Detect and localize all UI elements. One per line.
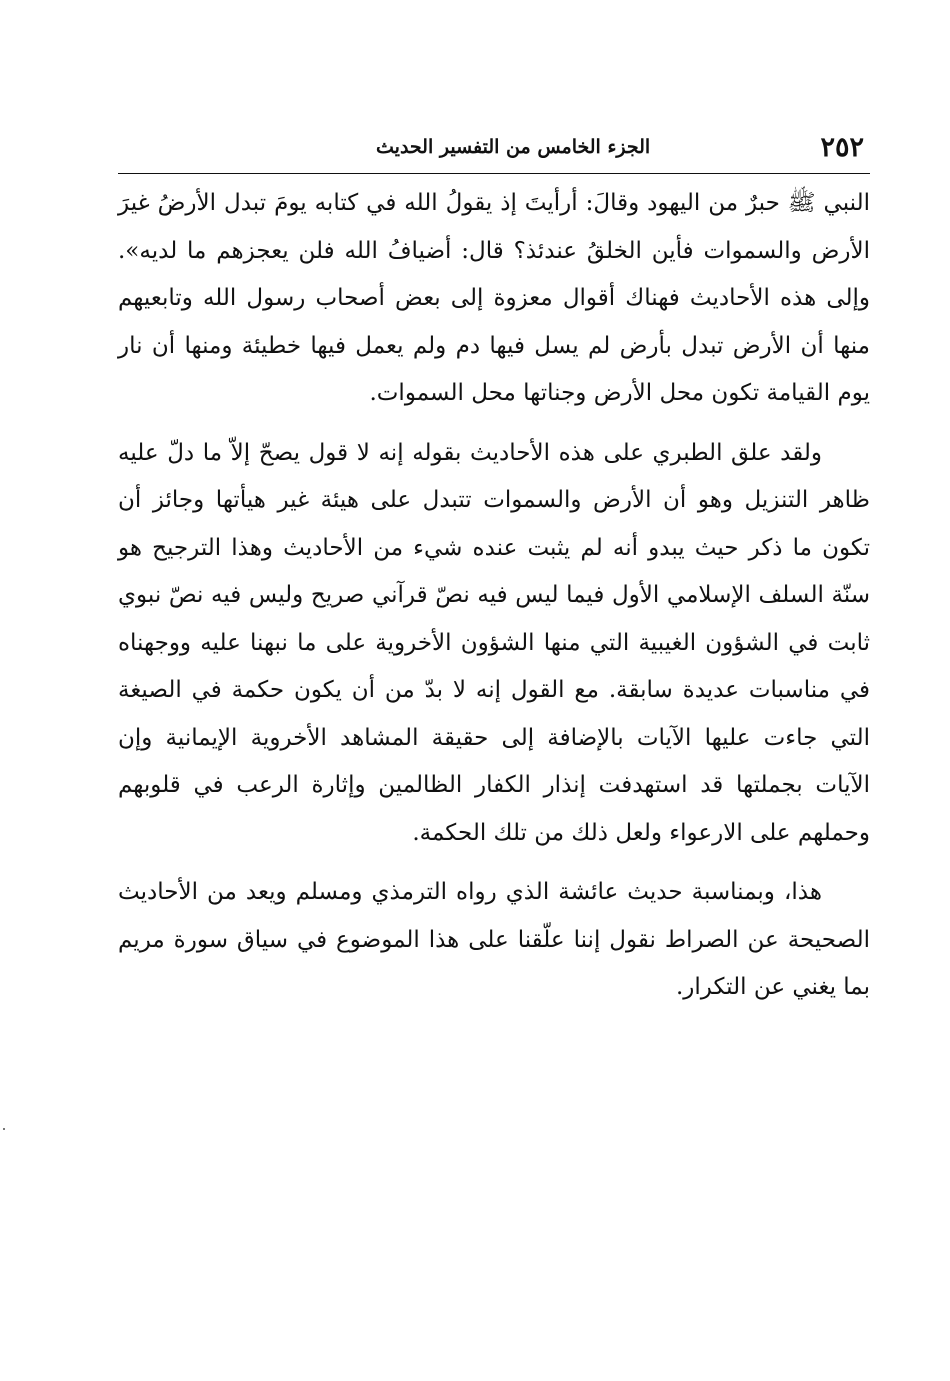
- running-title: الجزء الخامس من التفسير الحديث: [376, 136, 651, 158]
- scan-mark: [3, 1128, 5, 1130]
- paragraph-3: هذا، وبمناسبة حديث عائشة الذي رواه الترمذي ومسلم ويعد من الأحاديث الصحيحة عن الصراط نقول إننا علّقنا على هذا الموضوع في سياق سورة مريم بما يغني عن التكرار.: [118, 879, 870, 1000]
- page-header: [118, 130, 870, 170]
- paragraph-1: النبي ﷺ حبرٌ من اليهود وقالَ: أرأيتَ إذ يقولُ الله في كتابه يومَ تبدل الأرضُ غيرَ الأرض والسموات فأين الخلقُ عندئذ؟ قال: أضيافُ الله فلن يعجزهم ما لديه». وإلى هذه الأحاديث فهناك أقوال معزوة إلى بعض أصحاب رسول الله وتابعيهم منها أن الأرض تبدل بأرض لم يسل فيها دم ولم يعمل فيها خطيئة ومنها أن نار يوم القيامة تكون محل الأرض وجناتها محل السموات.: [118, 190, 870, 406]
- header-rule: [118, 173, 870, 174]
- paragraph-2: ولقد علق الطبري على هذه الأحاديث بقوله إنه لا قول يصحّ إلاّ ما دلّ عليه ظاهر التنزيل وهو أن الأرض والسموات تتبدل على هيئة غير هيأتها وجائز أن تكون ما ذكر حيث يبدو أنه لم يثبت عنده شيء من الأحاديث وهذا الترجيح هو سنّة السلف الإسلامي الأول فيما ليس فيه نصّ قرآني صريح وليس فيه نصّ نبوي ثابت في الشؤون الغيبية التي منها الشؤون الأخروية على ما نبهنا عليه ووجهناه في مناسبات عديدة سابقة. مع القول إنه لا بدّ من أن يكون حكمة في الصيغة التي جاءت عليها الآيات بالإضافة إلى حقيقة المشاهد الأخروية الإيمانية وإن الآيات بجملتها قد استهدفت إنذار الكفار الظالمين وإثارة الرعب في قلوبهم وحملهم على الارعواء ولعل ذلك من تلك الحكمة.: [118, 439, 870, 846]
- page-number: ٢٥٢: [820, 132, 864, 163]
- body-text: [118, 180, 870, 1012]
